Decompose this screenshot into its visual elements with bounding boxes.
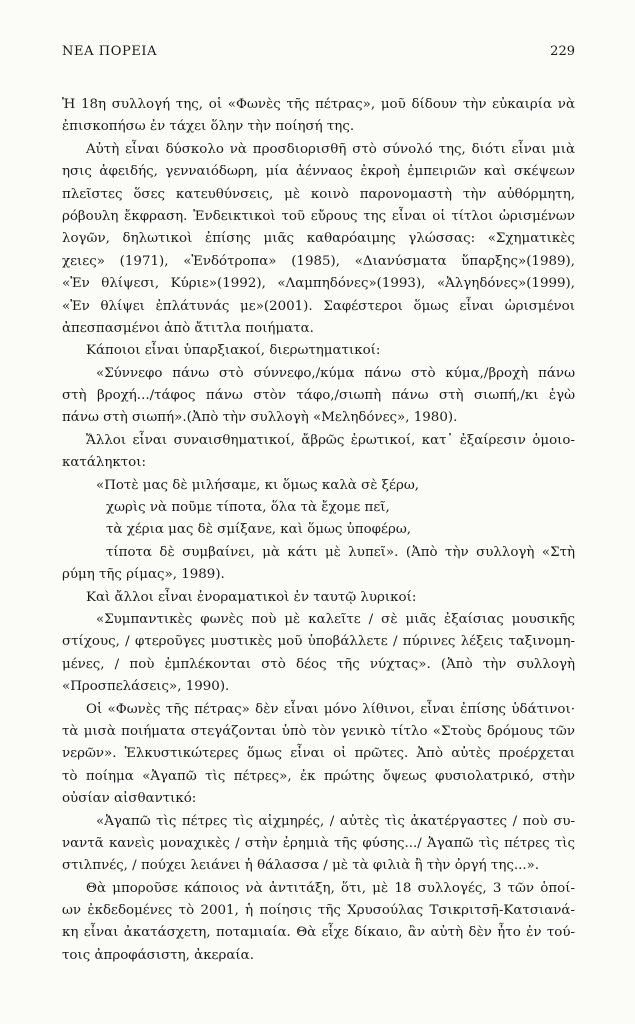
text-line: Κάποιοι εἶναι ὑπαρξιακοί, διερωτηματικοί: — [86, 343, 381, 359]
quote-line: μένες, / ποὺ ἐμπλέκονται στὸ δέος τῆς νύχτας». (Ἀπὸ τὴν συλλογὴ — [62, 656, 575, 672]
quote-line: στίχους, / φτεροῦγες μυστικὲς μοῦ ὑποβάλλετε / πύρινες λέξεις ταξινομη- — [62, 634, 575, 650]
text-line: κατάληκτοι: — [62, 455, 146, 471]
text-line: τὰ μισὰ ποιήματα στεγάζονται ὑπὸ τὸν γενικὸ τίτλο «Στοὺς δρόμους τῶν — [62, 723, 575, 739]
quote-line: «Σύννεφο πάνω στὸ σύννεφο,/κύμα πάνω στὸ κύμα,/βροχὴ πάνω — [96, 365, 575, 381]
text-line: Οἱ «Φωνὲς τῆς πέτρας» δὲν εἶναι μόνο λίθινοι, εἶναι ἐπίσης ὑδάτινοι· — [86, 701, 575, 717]
quote-line: στὴ βροχή.../τάφος πάνω στὸν τάφο,/σιωπὴ πάνω στὴ σιωπή,/κι ἐγὼ — [62, 388, 575, 404]
text-line: πλεῖστες ὅσες κατευθύνσεις, μὲ κοινὸ παρονομαστὴ τὴν αὐθόρμητη, — [62, 186, 575, 202]
text-line: ησις ἀφειδής, γενναιόδωρη, μία ἀένναος ἐκροὴ ἐμπειριῶν καὶ σκέψεων — [62, 164, 575, 180]
text-line: ρόβουλη ἔκφραση. Ἐνδεικτικοὶ τοῦ εὔρους της εἶναι οἱ τίτλοι ὡρισμένων — [62, 208, 575, 224]
quote-line: «Προσπελάσεις», 1990). — [62, 679, 230, 695]
quote-line: «Ἀγαπῶ τὶς πέτρες τὶς αἰχμηρές, / αὐτὲς τὶς ἀκατέργαστες / ποὺ συ- — [96, 813, 575, 829]
text-line: ἐπισκοπήσω ἐν τάχει ὅλην τὴν ποίησή της. — [62, 119, 355, 135]
quote-line: «Συμπαντικὲς φωνὲς ποὺ μὲ καλεῖτε / σὲ μιᾶς ἐξαίσιας μουσικῆς — [96, 611, 575, 627]
verse-line: ρύμη τῆς ρίμας», 1989). — [62, 567, 225, 583]
verse-line: χωρὶς νὰ ποῦμε τίποτα, ὅλα τὰ ἔχομε πεῖ, — [106, 500, 390, 516]
text-line: «Ἐν θλίψεσι, Κύριε»(1992), «Λαμπηδόνες»(1993), «Ἀλγηδόνες»(1999), — [62, 276, 575, 292]
text-line: Θὰ μποροῦσε κάποιος νὰ ἀντιτάξη, ὅτι, μὲ 18 συλλογές, 3 τῶν ὁποί- — [86, 880, 575, 896]
text-line: τοις ἀπροφάσιστη, ἀκεραία. — [62, 947, 254, 963]
verse-line: «Ποτὲ μας δὲ μιλήσαμε, κι ὅμως καλὰ σὲ ξέρω, — [96, 477, 420, 493]
quote-line: στιλπνές, / πούχει λειάνει ἡ θάλασσα / μὲ τὰ φιλιὰ ἢ τὴν ὀργή της...». — [62, 858, 540, 874]
text-line: οὐσίαν αἰσθαντικό: — [62, 791, 197, 807]
verse-line: τὰ χέρια μας δὲ σμίξανε, καὶ ὅμως ὑποφέρω, — [106, 522, 412, 538]
body-text — [62, 94, 575, 967]
text-line: Αὐτὴ εἶναι δύσκολο νὰ προσδιορισθῆ στὸ σύνολό της, διότι εἶναι μιὰ — [86, 141, 575, 157]
text-line: κη εἶναι ἀκατάσχετη, ποταμιαία. Θὰ εἶχε δίκαιο, ἂν αὐτὴ δὲν ἦτο ἐν τού- — [62, 925, 575, 941]
verse-line: τίποτα δὲ συμβαίνει, μὰ κάτι μὲ λυπεῖ». (Ἀπὸ τὴν συλλογὴ «Στὴ — [106, 544, 575, 560]
text-line: ἀπεσπασμένοι ἀπὸ ἄτιτλα ποιήματα. — [62, 320, 314, 336]
text-line: ων ἐκδεδομένες τὸ 2001, ἡ ποίησις τῆς Χρυσούλας Τσικριτσῆ-Κατσιανά- — [62, 903, 575, 919]
text-line: νερῶν». Ἑλκυστικώτερες ὅμως εἶναι οἱ πρῶτες. Ἀπὸ αὐτὲς προέρχεται — [62, 746, 575, 762]
quote-line: ναντᾶ κανεὶς μοναχικὲς / στὴν ἐρημιὰ τῆς φύσης.../ Ἀγαπῶ τὶς πέτρες τὶς — [62, 835, 575, 851]
text-line: Καὶ ἄλλοι εἶναι ἐνοραματικοὶ ἐν ταυτῷ λυρικοί: — [86, 589, 417, 605]
text-line: Ἡ 18η συλλογή της, οἱ «Φωνὲς τῆς πέτρας», μοῦ δίδουν τὴν εὐκαιρία νὰ — [62, 97, 575, 112]
text-line: χειες» (1971), «Ἐνδότροπα» (1985), «Διανύσματα ὕπαρξης»(1989), — [62, 253, 575, 269]
quote-line: πάνω στὴ σιωπή».(Ἀπὸ τὴν συλλογὴ «Μεληδόνες», 1980). — [62, 410, 458, 426]
page-number: 229 — [550, 44, 575, 59]
text-line: Ἄλλοι εἶναι συναισθηματικοί, ἄβρῶς ἐρωτικοί, κατ᾽ ἐξαίρεσιν ὁμοιο- — [86, 432, 575, 448]
running-title: ΝΕΑ ΠΟΡΕΙΑ — [62, 44, 158, 59]
text-line: λογῶν, δηλωτικοὶ ἐπίσης μιᾶς καθαρόαιμης γλώσσας: «Σχηματικὲς — [62, 231, 575, 247]
text-line: «Ἐν θλίψει ἐπλάτυνάς με»(2001). Σαφέστεροι ὅμως εἶναι ὡρισμένοι — [62, 298, 575, 314]
text-line: τὸ ποίημα «Ἀγαπῶ τὶς πέτρες», ἐκ πρώτης ὄψεως φυσιολατρικό, στὴν — [62, 768, 575, 784]
page-header — [62, 44, 575, 64]
